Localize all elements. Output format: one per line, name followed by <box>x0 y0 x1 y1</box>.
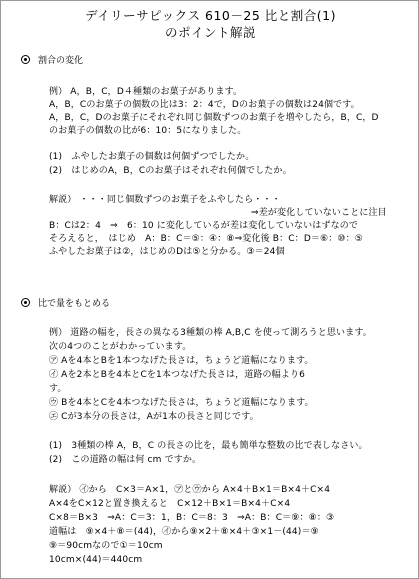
explanation-line: C×8＝B×3 ⇒A：C＝3：1，B：C＝8：3 ⇒A：B：C＝⑨：⑧：③ <box>49 513 335 523</box>
question-line: (1) 3種類の棒 A，B，C の長さの比を，最も簡単な整数の比で表しなさい。 <box>49 441 368 451</box>
condition-line: ㋓ Cが3本分の長さは，Aが1本の長さと同じです。 <box>49 412 259 422</box>
explanation-line: 解説） ・・・同じ個数ずつのお菓子をふやしたら・・・ <box>49 195 281 205</box>
double-circle-icon <box>21 298 30 307</box>
text-line: A，B，Cのお菓子の個数の比は3：2：4で，Dのお菓子の個数は24個です。 <box>49 100 360 110</box>
section-heading-label: 割合の変化 <box>38 56 84 66</box>
document-subtitle: のポイント解説 <box>164 25 256 40</box>
double-circle-icon <box>21 55 30 64</box>
explanation-line: ふやしたお菓子は②，はじめのDは⑤と分かる。③＝24個 <box>49 247 285 257</box>
document-title: デイリーサピックス 610－25 比と割合(1) <box>85 8 336 23</box>
question-line: (1) ふやしたお菓子の個数は何個ずつでしたか。 <box>49 152 255 162</box>
explanation-line: ⑨＝90cmなので①＝10cm <box>49 541 163 551</box>
section-heading-label: 比で量をもとめる <box>38 299 111 309</box>
explanation-line: 10cm×(44)＝440cm <box>49 555 143 565</box>
condition-line: す。 <box>49 384 67 394</box>
text-line: 例） 道路の幅を，長さの異なる3種類の棒 A,B,C を使って測ろうと思います。 <box>49 328 372 338</box>
section-heading-ratio-change <box>21 55 83 67</box>
explanation-line: 道幅は ⑨×4＋⑧＝(44)，㋑から⑨×2＋⑧×4＋③×1－(44)＝⑨ <box>49 527 319 537</box>
explanation-line: そろえると， はじめ A：B：C＝⑤：④：⑧⇒変化後 B：C：D＝⑥：⑩：⑤ <box>49 234 364 244</box>
condition-line: ㋐ Aを4本とBを1本つなげた長さは，ちょうど道幅になります。 <box>49 356 314 366</box>
question-line: (2) この道路の幅は何 cm ですか。 <box>49 455 202 465</box>
text-line: 例） A，B，C，D４種類のお菓子があります。 <box>49 87 243 97</box>
explanation-line: A×4をC×12と置き換えると C×12＋B×1＝B×4＋C×4 <box>49 499 291 509</box>
section-heading-ratio-quantity <box>21 298 110 310</box>
text-line: のお菓子の個数の比が6：10：5になりました。 <box>49 126 247 136</box>
text-line: 次の4つのことがわかっています。 <box>49 342 192 352</box>
explanation-line: 解説） ㋑から C×3＝A×1，㋐と㋒から A×4＋B×1＝B×4＋C×4 <box>49 485 331 495</box>
explanation-line: ⇒差が変化していないことに注目 <box>251 208 387 218</box>
text-line: A，B，C，Dのお菓子にそれぞれ同じ個数ずつのお菓子を増やしたら，B，C，D <box>49 113 379 123</box>
explanation-line: B：Cは2：4 ⇒ 6：10 に変化しているが差は変化していないはずなので <box>49 221 359 231</box>
question-line: (2) はじめのA，B，Cのお菓子はそれぞれ何個でしたか。 <box>49 166 292 176</box>
condition-line: ㋒ Bを4本とCを4本つなげた長さは，ちょうど道幅になります。 <box>49 398 314 408</box>
condition-line: ㋑ Aを2本とBを4本とCを1本つなげた長さは，道路の幅より6 <box>49 370 306 380</box>
